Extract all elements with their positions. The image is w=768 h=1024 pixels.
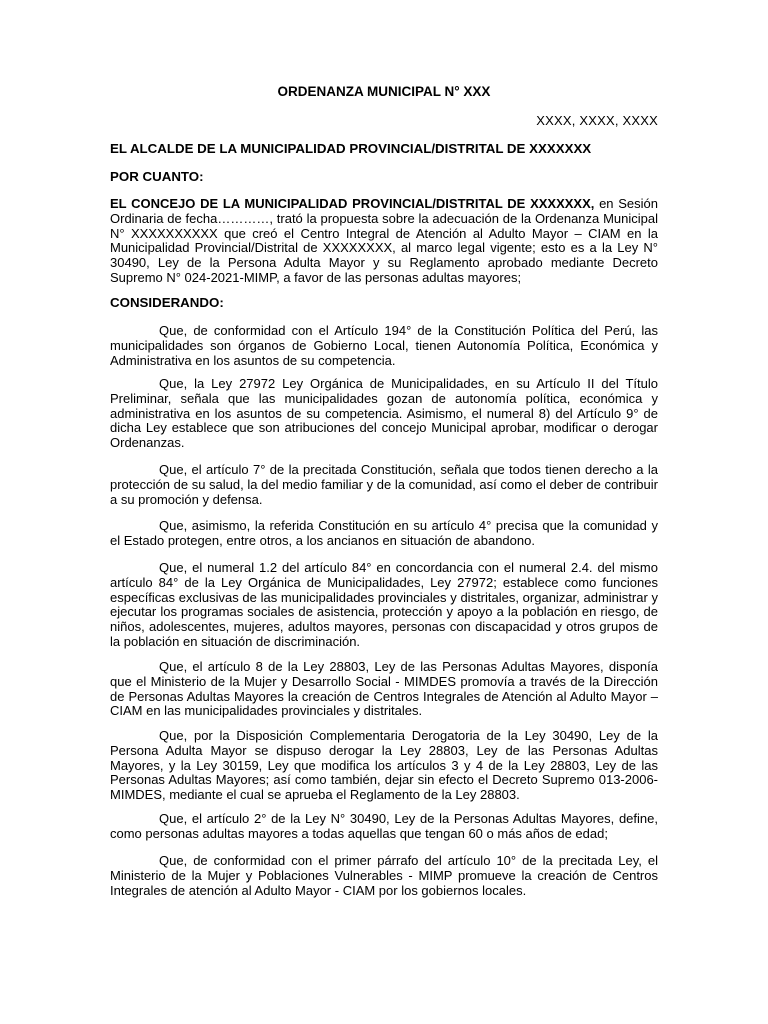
considerando-paragraph-4: Que, asimismo, la referida Constitución en su artículo 4° precisa que la comunidad y el Estado protegen, entre otros, a los ancianos en situación de abandono. [110,518,658,548]
considerando-paragraph-6: Que, el artículo 8 de la Ley 28803, Ley de las Personas Adultas Mayores, disponía que el Ministerio de la Mujer y Desarrollo Social - MIMDES promovía a través de la Dirección de Personas Adultas Mayores la creación de Centros Integrales de Atención al Adulto Mayor – CIAM en las municipalidades provinciales y distritales. [110,659,658,719]
por-cuanto-heading: POR CUANTO: [110,169,204,184]
considerando-paragraph-1: Que, de conformidad con el Artículo 194° de la Constitución Política del Perú, las municipalidades son órganos de Gobierno Local, tienen Autonomía Política, Económica y Administrativa en los asuntos de su competencia. [110,323,658,368]
ordinance-title: ORDENANZA MUNICIPAL N° XXX [277,84,491,99]
por-cuanto-paragraph [110,197,658,286]
place-date: XXXX, XXXX, XXXX [536,113,658,128]
considerando-paragraph-8: Que, el artículo 2° de la Ley N° 30490, Ley de la Personas Adultas Mayores, define, como personas adultas mayores a todas aquellas que tengan 60 o más años de edad; [110,811,658,841]
considerando-paragraph-9: Que, de conformidad con el primer párrafo del artículo 10° de la precitada Ley, el Ministerio de la Mujer y Poblaciones Vulnerables - MIMP promueve la creación de Centros Integrales de atención al Adulto Mayor - CIAM por los gobiernos locales. [110,853,658,898]
authority-heading: EL ALCALDE DE LA MUNICIPALIDAD PROVINCIAL/DISTRITAL DE XXXXXXX [110,141,592,156]
considerando-paragraph-7: Que, por la Disposición Complementaria Derogatoria de la Ley 30490, Ley de la Persona Adulta Mayor se dispuso derogar la Ley 28803, Ley de las Personas Adultas Mayores, y la Ley 30159, Ley que modifica los artículos 3 y 4 de la Ley 28803, Ley de las Personas Adultas Mayores; así como también, dejar sin efecto el Decreto Supremo 013-2006-MIMDES, mediante el cual se aprueba el Reglamento de la Ley 28803. [110,728,658,803]
document-page [110,0,658,1024]
considerando-paragraph-3: Que, el artículo 7° de la precitada Constitución, señala que todos tienen derecho a la protección de su salud, la del medio familiar y de la comunidad, así como el deber de contribuir a su promoción y defensa. [110,462,658,507]
por-cuanto-text: en Sesión Ordinaria de fecha…………, trató la propuesta sobre la adecuación de la Ordenanza Municipal N° XXXXXXXXXX que creó el Centro Integral de Atención al Adulto Mayor – CIAM en la Municipalidad Provincial/Distrital de XXXXXXXX, al marco legal vigente; esto es a la Ley N° 30490, Ley de la Persona Adulta Mayor y su Reglamento aprobado mediante Decreto Supremo N° 024-2021-MIMP, a favor de las personas adultas mayores; [110,196,658,285]
considerando-paragraph-2: Que, la Ley 27972 Ley Orgánica de Municipalidades, en su Artículo II del Título Preliminar, señala que las municipalidades gozan de autonomía política, económica y administrativa en los asuntos de su competencia. Asimismo, el numeral 8) del Artículo 9° de dicha Ley establece que son atribuciones del concejo Municipal aprobar, modificar o derogar Ordenanzas. [110,376,658,451]
considerando-paragraph-5: Que, el numeral 1.2 del artículo 84° en concordancia con el numeral 2.4. del mismo artículo 84° de la Ley Orgánica de Municipalidades, Ley 27972; establece como funciones específicas exclusivas de las municipalidades provinciales y distritales, organizar, administrar y ejecutar los programas sociales de asistencia, protección y apoyo a la población en riesgo, de niños, adolescentes, mujeres, adultos mayores, personas con discapacidad y otros grupos de la población en situación de discriminación. [110,560,658,649]
considerando-heading: CONSIDERANDO: [110,295,224,310]
council-name: EL CONCEJO DE LA MUNICIPALIDAD PROVINCIAL/DISTRITAL DE XXXXXXX, [110,196,595,211]
